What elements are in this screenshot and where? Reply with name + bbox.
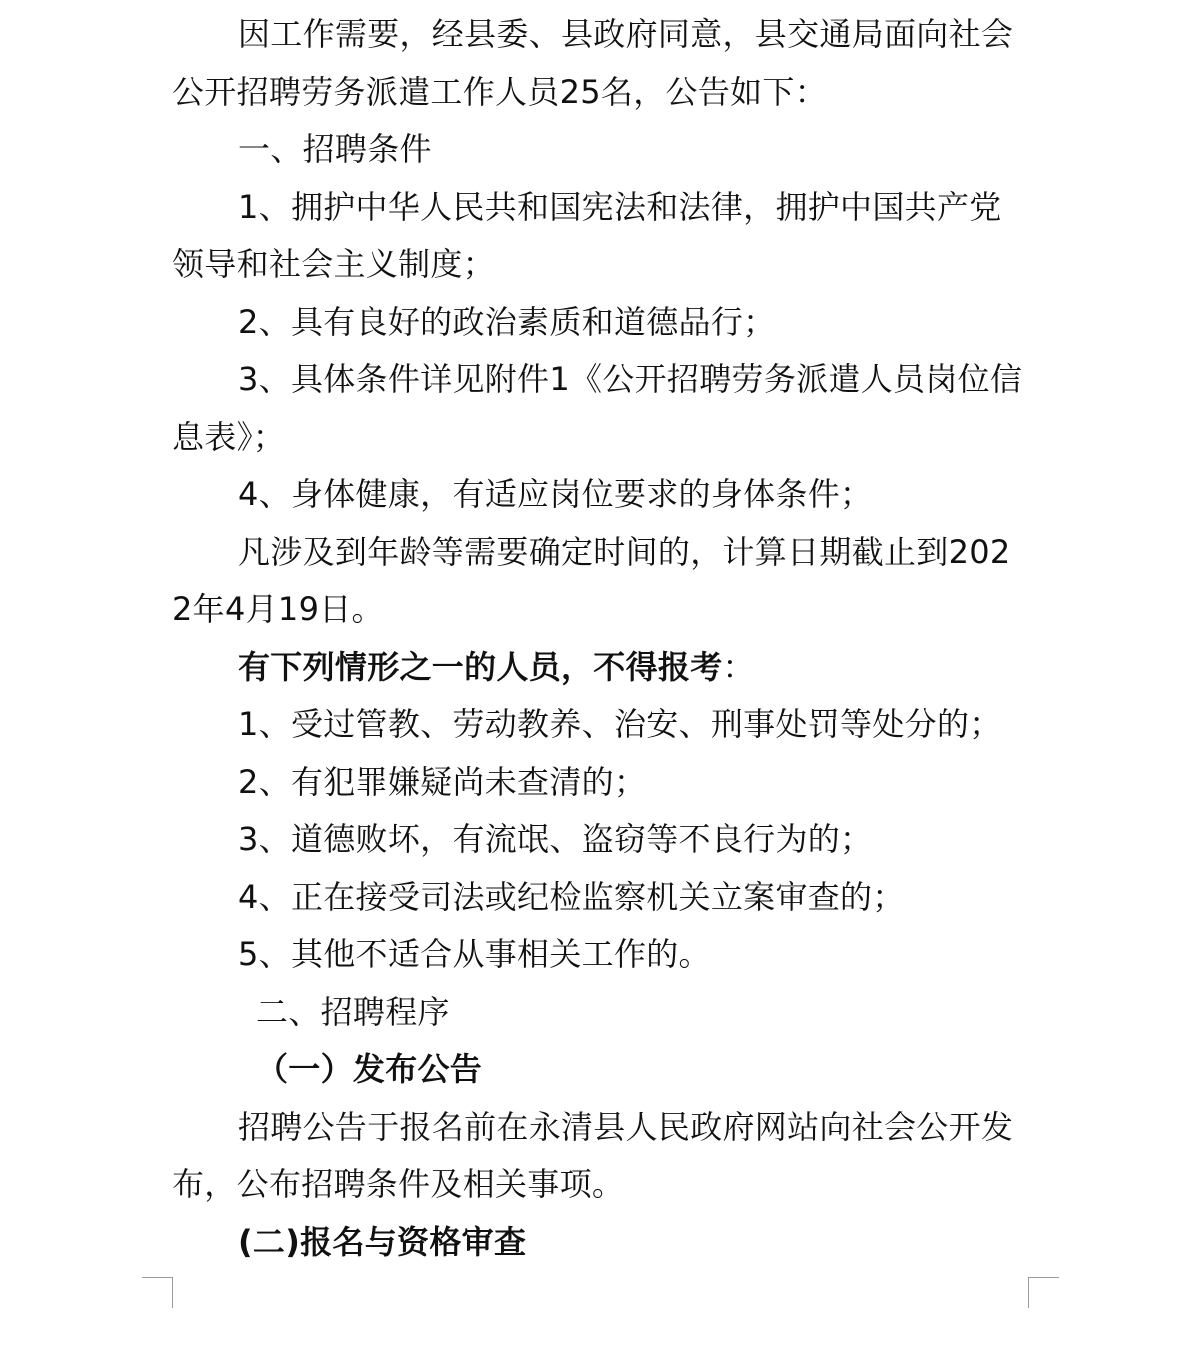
condition-item-4: 4、身体健康，有适应岗位要求的身体条件； — [238, 475, 873, 513]
condition-item-2: 2、具有良好的政治素质和道德品行； — [238, 302, 776, 341]
document-body — [172, 6, 1030, 1271]
exclusions-heading-colon: ： — [722, 647, 755, 686]
condition-item-3: 3、具体条件详见附件1《公开招聘劳务派遣人员岗位信息表》； — [172, 360, 1023, 456]
exclusions-heading-bold: 有下列情形之一的人员，不得报考 — [238, 647, 723, 686]
page-margin-corner-left — [142, 1277, 173, 1308]
exclusion-item-4: 4、正在接受司法或纪检监察机关立案审查的； — [238, 877, 905, 916]
condition-item-1: 1、拥护中华人民共和国宪法和法律，拥护中国共产党领导和社会主义制度； — [172, 187, 1002, 283]
publish-paragraph: 招聘公告于报名前在永清县人民政府网站向社会公开发布，公布招聘条件及相关事项。 — [172, 1107, 1014, 1203]
page-margin-corner-right — [1028, 1277, 1059, 1308]
exclusion-item-1: 1、受过管教、劳动教养、治安、刑事处罚等处分的； — [238, 705, 1002, 743]
intro-paragraph: 因工作需要，经县委、县政府同意，县交通局面向社会公开招聘劳务派遣工作人员25名，公告如下： — [172, 15, 1014, 111]
exclusion-item-2: 2、有犯罪嫌疑尚未查清的； — [238, 762, 647, 801]
section-heading-conditions: 一、招聘条件 — [238, 130, 432, 168]
exclusion-item-5: 5、其他不适合从事相关工作的。 — [238, 935, 711, 973]
exclusions-heading — [172, 639, 1030, 697]
section-heading-procedure: 二、招聘程序 — [256, 992, 450, 1031]
subsection-heading-registration: (二)报名与资格审查 — [238, 1222, 527, 1261]
exclusion-item-3: 3、道德败坏，有流氓、盗窃等不良行为的； — [238, 820, 873, 858]
age-deadline-paragraph: 凡涉及到年龄等需要确定时间的，计算日期截止到2022年4月19日。 — [172, 532, 1011, 628]
subsection-heading-publish: （一）发布公告 — [256, 1050, 483, 1088]
